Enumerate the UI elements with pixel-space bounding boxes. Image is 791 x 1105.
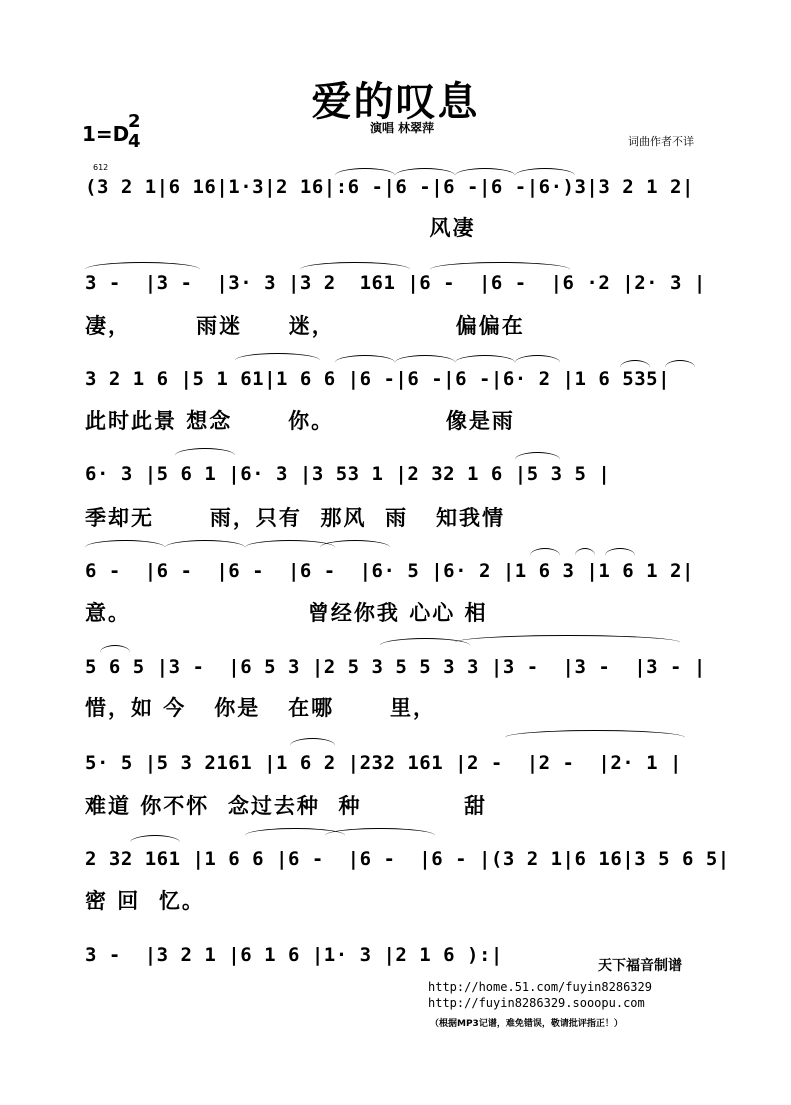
time-signature-bottom: 4	[128, 131, 141, 152]
lyrics-line-5: 意。 曾经你我 心心 相	[85, 600, 488, 625]
tie-arc	[235, 353, 320, 368]
lyrics-line-7: 难道 你不怀 念过去种 种 甜	[85, 793, 487, 818]
tie-arc	[325, 828, 435, 843]
lyrics-line-2: 凄， 雨迷 迷， 偏偏在	[85, 313, 525, 338]
notation-line-2: 3 - |3 - |3· 3 |3 2 161 |6 - |6 - |6 ·2 |2· 3 |	[85, 272, 706, 294]
tie-arc	[320, 540, 390, 555]
publisher-brand: 天下福音制谱	[598, 958, 682, 974]
notation-line-3: 3 2 1 6 |5 1 61|1 6 6 |6 -|6 -|6 -|6· 2 |1 6 535|	[85, 368, 671, 390]
grace-note: 612	[93, 163, 109, 172]
notation-line-9: 3 - |3 2 1 |6 1 6 |1· 3 |2 1 6 ):|	[85, 944, 503, 966]
key-signature: 1=D	[82, 122, 130, 146]
tie-arc	[85, 540, 165, 555]
lyrics-line-1: 风凄	[85, 215, 476, 240]
lyrics-line-8: 密 回 忆。	[85, 888, 205, 913]
notation-line-1: (3 2 1|6 16|1·3|2 16|:6 -|6 -|6 -|6 -|6·)3|3 2 1 2|	[85, 176, 694, 198]
tie-arc	[175, 448, 235, 463]
composer-credit: 词曲作者不详	[628, 135, 694, 148]
lyrics-line-3: 此时此景 想念 你。 像是雨	[85, 408, 515, 433]
disclaimer-note: （根据MP3记谱，难免错误，敬请批评指正！）	[430, 1019, 623, 1029]
website-url-2[interactable]: http://fuyin8286329.sooopu.com	[428, 996, 645, 1010]
notation-line-4: 6· 3 |5 6 1 |6· 3 |3 53 1 |2 32 1 6 |5 3 5 |	[85, 463, 611, 485]
time-signature-top: 2	[128, 111, 141, 132]
notation-line-7: 5· 5 |5 3 2161 |1 6 2 |232 161 |2 - |2 - |2· 1 |	[85, 752, 682, 774]
notation-line-6: 5 6 5 |3 - |6 5 3 |2 5 3 5 5 3 3 |3 - |3 - |3 - |	[85, 656, 706, 678]
lyrics-line-4: 季却无 雨，只有 那风 雨 知我情	[85, 505, 506, 530]
tie-arc	[455, 635, 680, 650]
website-url-1[interactable]: http://home.51.com/fuyin8286329	[428, 980, 652, 994]
singer-credit: 演唱 林翠萍	[370, 121, 435, 135]
song-title: 爱的叹息	[311, 78, 480, 125]
notation-line-5: 6 - |6 - |6 - |6 - |6· 5 |6· 2 |1 6 3 |1 6 1 2|	[85, 560, 694, 582]
tie-arc	[165, 540, 245, 555]
time-signature	[128, 112, 141, 152]
tie-arc	[290, 738, 335, 753]
tie-arc	[505, 730, 685, 745]
lyrics-line-6: 惜，如 今 你是 在哪 里，	[85, 695, 437, 720]
notation-line-8: 2 32 161 |1 6 6 |6 - |6 - |6 - |(3 2 1|6 16|3 5 6 5|	[85, 848, 730, 870]
